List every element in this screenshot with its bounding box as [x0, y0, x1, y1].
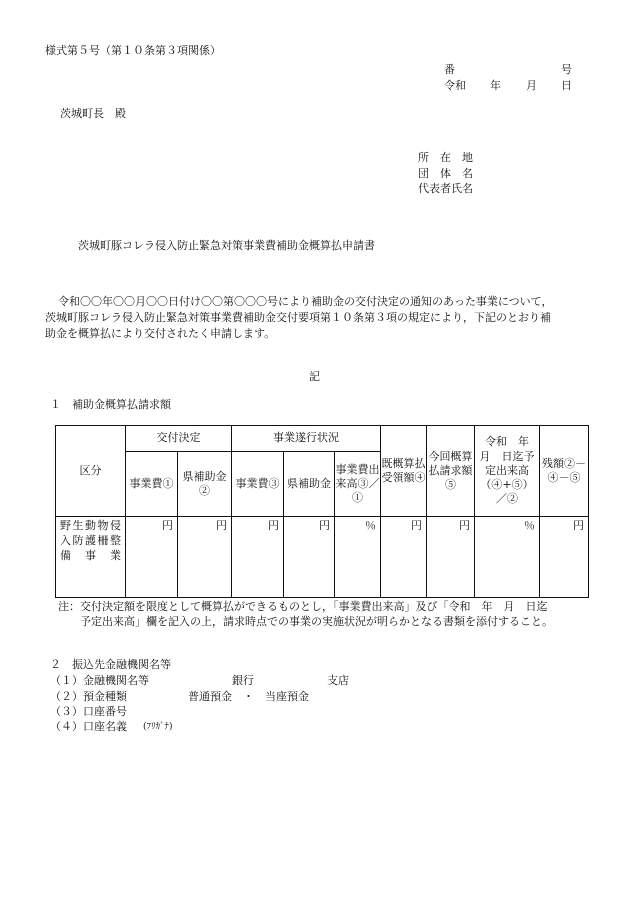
branch-label: 支店 [327, 674, 349, 687]
bank-label: 銀行 [232, 674, 254, 687]
sub-jigyouhi-1: 事業費① [126, 452, 178, 517]
date-year: 年 [490, 79, 501, 92]
number-label: 番 [444, 63, 455, 76]
note-line-1: 注：交付決定額を限度として概算払ができるものとし，「事業費出来高」及び「令和 年 月 日迄 [58, 600, 548, 613]
account-holder-kana-label: (ﾌﾘｶﾞﾅ) [143, 722, 173, 732]
account-number-label: （３）口座番号 [50, 705, 127, 718]
sub-dekidaka: 事業費出来高③／① [335, 452, 381, 517]
sub-jigyouhi-3: 事業費③ [232, 452, 284, 517]
header-kubun: 区分 [56, 426, 126, 517]
sub-kenhojo: 県補助金 [284, 452, 335, 517]
cell-kenhojo-2[interactable]: 円 [178, 517, 232, 598]
header-koufu-kettei: 交付決定 [126, 426, 232, 452]
cell-dekidaka[interactable]: ％ [335, 517, 381, 598]
section2-heading: ２ 振込先金融機関名等 [50, 658, 171, 671]
ki-label: 記 [309, 370, 320, 383]
body-line-2: 茨城町豚コレラ侵入防止緊急対策事業費補助金交付要項第１０条第３項の規定により，下記のとおり補 [45, 311, 551, 324]
applicant-group-label: 団 体 名 [418, 167, 473, 180]
applicant-representative-label: 代表者氏名 [418, 182, 473, 195]
category-cell: 野生動物侵入防護柵整備事業 [56, 517, 126, 598]
header-konkai [427, 426, 475, 517]
number-suffix: 号 [561, 63, 572, 76]
sub-kenhojo-2: 県補助金② [178, 452, 232, 517]
header-yotei-dekidaka [475, 426, 540, 517]
section1-heading: １ 補助金概算払請求額 [50, 398, 171, 411]
cell-konkai[interactable]: 円 [427, 517, 475, 598]
account-holder-label: （４）口座名義 [50, 720, 127, 733]
form-number: 様式第５号（第１０条第３項関係） [45, 44, 221, 57]
date-day: 日 [561, 79, 572, 92]
header-kigaisan-text: 既概算払受領額④ [381, 456, 426, 484]
cell-kigaisan[interactable]: 円 [381, 517, 427, 598]
addressee: 茨城町長 殿 [60, 107, 126, 120]
body-line-1: 令和〇〇年〇〇月〇〇日付け〇〇第〇〇〇号により補助金の交付決定の通知のあった事業について， [58, 295, 553, 308]
cell-jigyouhi-3[interactable]: 円 [232, 517, 284, 598]
request-amount-table [55, 425, 589, 598]
header-jigyou-suikou: 事業遂行状況 [232, 426, 381, 452]
header-zangaku [540, 426, 589, 517]
date-era: 令和 [444, 79, 466, 92]
date-month: 月 [526, 79, 537, 92]
body-line-3: 助金を概算払により交付されたく申請します。 [45, 327, 276, 340]
header-kigaisan [381, 426, 427, 517]
cell-zangaku[interactable]: 円 [540, 517, 589, 598]
deposit-type-label: （２）預金種類 [50, 690, 127, 703]
cell-jigyouhi-1[interactable]: 円 [126, 517, 178, 598]
deposit-type-options: 普通預金 ・ 当座預金 [188, 690, 309, 703]
page-title: 茨城町豚コレラ侵入防止緊急対策事業費補助金概算払申請書 [78, 239, 375, 252]
header-zangaku-text: 残額②－④－⑤ [542, 456, 587, 484]
bank-name-label: （１）金融機関名等 [50, 674, 149, 687]
cell-yotei[interactable]: ％ [475, 517, 540, 598]
header-konkai-text: 今回概算払請求額⑤ [428, 449, 473, 492]
cell-kenhojo[interactable]: 円 [284, 517, 335, 598]
header-yotei-text: 令和 年 月 日迄予定出来高（④+⑤）／② [479, 435, 541, 506]
applicant-address-label: 所 在 地 [418, 151, 473, 164]
note-line-2: 予定出来高」欄を記入の上，請求時点での事業の実施状況が明らかとなる書類を添付すること。 [80, 615, 553, 628]
